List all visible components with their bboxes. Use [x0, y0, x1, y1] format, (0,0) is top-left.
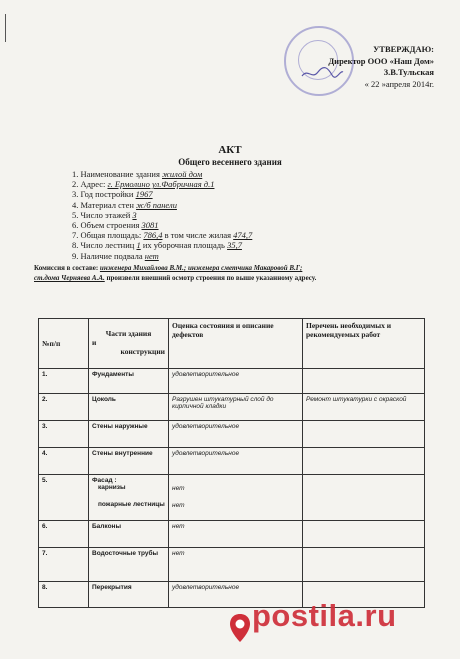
row-part: Водосточные трубы — [89, 548, 169, 582]
header-num: №п/п — [39, 319, 89, 369]
document-subtitle: Общего весеннего здания — [178, 157, 282, 167]
row-part: Фундаменты — [89, 369, 169, 394]
row-desc-fire-stairs: нет — [172, 502, 185, 509]
detail-row — [72, 220, 252, 230]
pin-icon — [228, 612, 252, 644]
row-rec — [303, 421, 425, 448]
detail-row — [72, 179, 252, 189]
row-part: Цоколь — [89, 394, 169, 421]
detail-row — [72, 189, 252, 199]
row-part: Стены наружные — [89, 421, 169, 448]
row-num: 7. — [39, 548, 89, 582]
commission-text — [34, 263, 444, 283]
table-header-row — [39, 319, 425, 369]
row-part-fire-stairs: пожарные лестницы — [98, 501, 165, 508]
detail-label: 3. Год постройки — [72, 189, 134, 200]
row-num: 1. — [39, 369, 89, 394]
row-desc: удовлетворительное — [169, 582, 303, 608]
table-row — [39, 394, 425, 421]
detail-value: 786,4 — [143, 230, 163, 241]
detail-label: 8. Число лестниц — [72, 240, 135, 251]
watermark-logo: postila.ru — [252, 598, 397, 633]
detail-value: ж/б панели — [136, 199, 177, 210]
table-row — [39, 475, 425, 521]
detail-row — [72, 200, 252, 210]
detail-row — [72, 169, 252, 179]
header-desc: Оценка состояния и описание дефектов — [169, 319, 303, 369]
approval-date: « 22 »апреля 2014г. — [364, 78, 434, 89]
detail-suffix: в том числе жилая — [162, 230, 234, 241]
inspection-table — [38, 318, 425, 608]
row-rec — [303, 548, 425, 582]
detail-label: 4. Материал стен — [72, 199, 134, 210]
detail-value: жилой дом — [162, 169, 203, 179]
row-rec — [303, 521, 425, 548]
row-part: Стены внутренние — [89, 448, 169, 475]
commission-prefix: Комиссия в составе: — [34, 264, 99, 272]
approval-director: Директор ООО «Наш Дом» — [328, 55, 434, 66]
row-num: 3. — [39, 421, 89, 448]
approval-heading: УТВЕРЖДАЮ: — [373, 44, 434, 54]
table-row — [39, 521, 425, 548]
row-num: 5. — [39, 475, 89, 521]
row-rec — [303, 369, 425, 394]
row-num: 6. — [39, 521, 89, 548]
row-desc: нет — [169, 548, 303, 582]
row-part-heading: Фасад : — [92, 477, 117, 484]
row-part: Перекрытия — [89, 582, 169, 608]
row-desc: удовлетворительное — [169, 421, 303, 448]
approval-block — [284, 44, 434, 90]
header-part-line1: Части здания — [105, 329, 152, 338]
detail-suffix: их уборочная площадь — [140, 240, 228, 251]
row-num: 4. — [39, 448, 89, 475]
row-rec: Ремонт штукатурки с окраской — [303, 394, 425, 421]
header-part-line3: конструкции — [120, 347, 165, 356]
header-part-line2: и — [92, 338, 97, 347]
detail-label: 2. Адрес: — [72, 179, 106, 190]
header-part — [89, 319, 169, 369]
row-rec — [303, 475, 425, 521]
detail-row — [72, 230, 252, 240]
row-num: 2. — [39, 394, 89, 421]
detail-value: 1967 — [135, 189, 153, 200]
row-desc-cornices: нет — [172, 485, 185, 492]
commission-members-2: ст.дома Черняева А.А. — [34, 274, 105, 282]
row-desc: удовлетворительное — [169, 448, 303, 475]
detail-value: 3 — [132, 209, 137, 220]
table-row — [39, 548, 425, 582]
detail-row — [72, 251, 252, 261]
detail-row — [72, 240, 252, 250]
detail-label: 6. Объем строения — [72, 220, 140, 231]
detail-label: 7. Общая площадь: — [72, 230, 142, 241]
detail-label: 5. Число этажей — [72, 209, 131, 220]
table-row — [39, 421, 425, 448]
row-part: Балконы — [89, 521, 169, 548]
row-part — [89, 475, 169, 521]
detail-value: 3081 — [141, 220, 159, 231]
row-rec — [303, 448, 425, 475]
table-row — [39, 448, 425, 475]
row-desc: Разрушен штукатурный слой до кирпичной кладки — [169, 394, 303, 421]
row-desc: удовлетворительное — [169, 369, 303, 394]
detail-value: 1 — [136, 240, 141, 251]
document-title: АКТ — [218, 144, 242, 156]
building-details — [72, 169, 252, 261]
table-row — [39, 369, 425, 394]
detail-value: нет — [144, 250, 159, 261]
commission-members: инженера Михайлова В.М.; инженера сметчика Макаровой В.Г; — [99, 264, 303, 272]
row-desc: нет — [169, 521, 303, 548]
detail-value-2: 474,7 — [233, 230, 253, 241]
detail-label: 9. Наличие подвала — [72, 250, 143, 261]
detail-row — [72, 210, 252, 220]
row-part-cornices: карнизы — [98, 484, 126, 491]
approval-name: З.В.Тульская — [383, 67, 434, 77]
row-desc — [169, 475, 303, 521]
detail-value: г. Ермолино ул.Фабричная д.1 — [107, 179, 215, 190]
commission-suffix: произвели внешний осмотр строения по выше указанному адресу. — [106, 274, 317, 282]
margin-mark — [5, 14, 6, 42]
row-num: 8. — [39, 582, 89, 608]
detail-value-2: 35,7 — [227, 240, 242, 251]
detail-label: 1. Наименование здания — [72, 169, 160, 179]
header-rec: Перечень необходимых и рекомендуемых работ — [303, 319, 425, 369]
